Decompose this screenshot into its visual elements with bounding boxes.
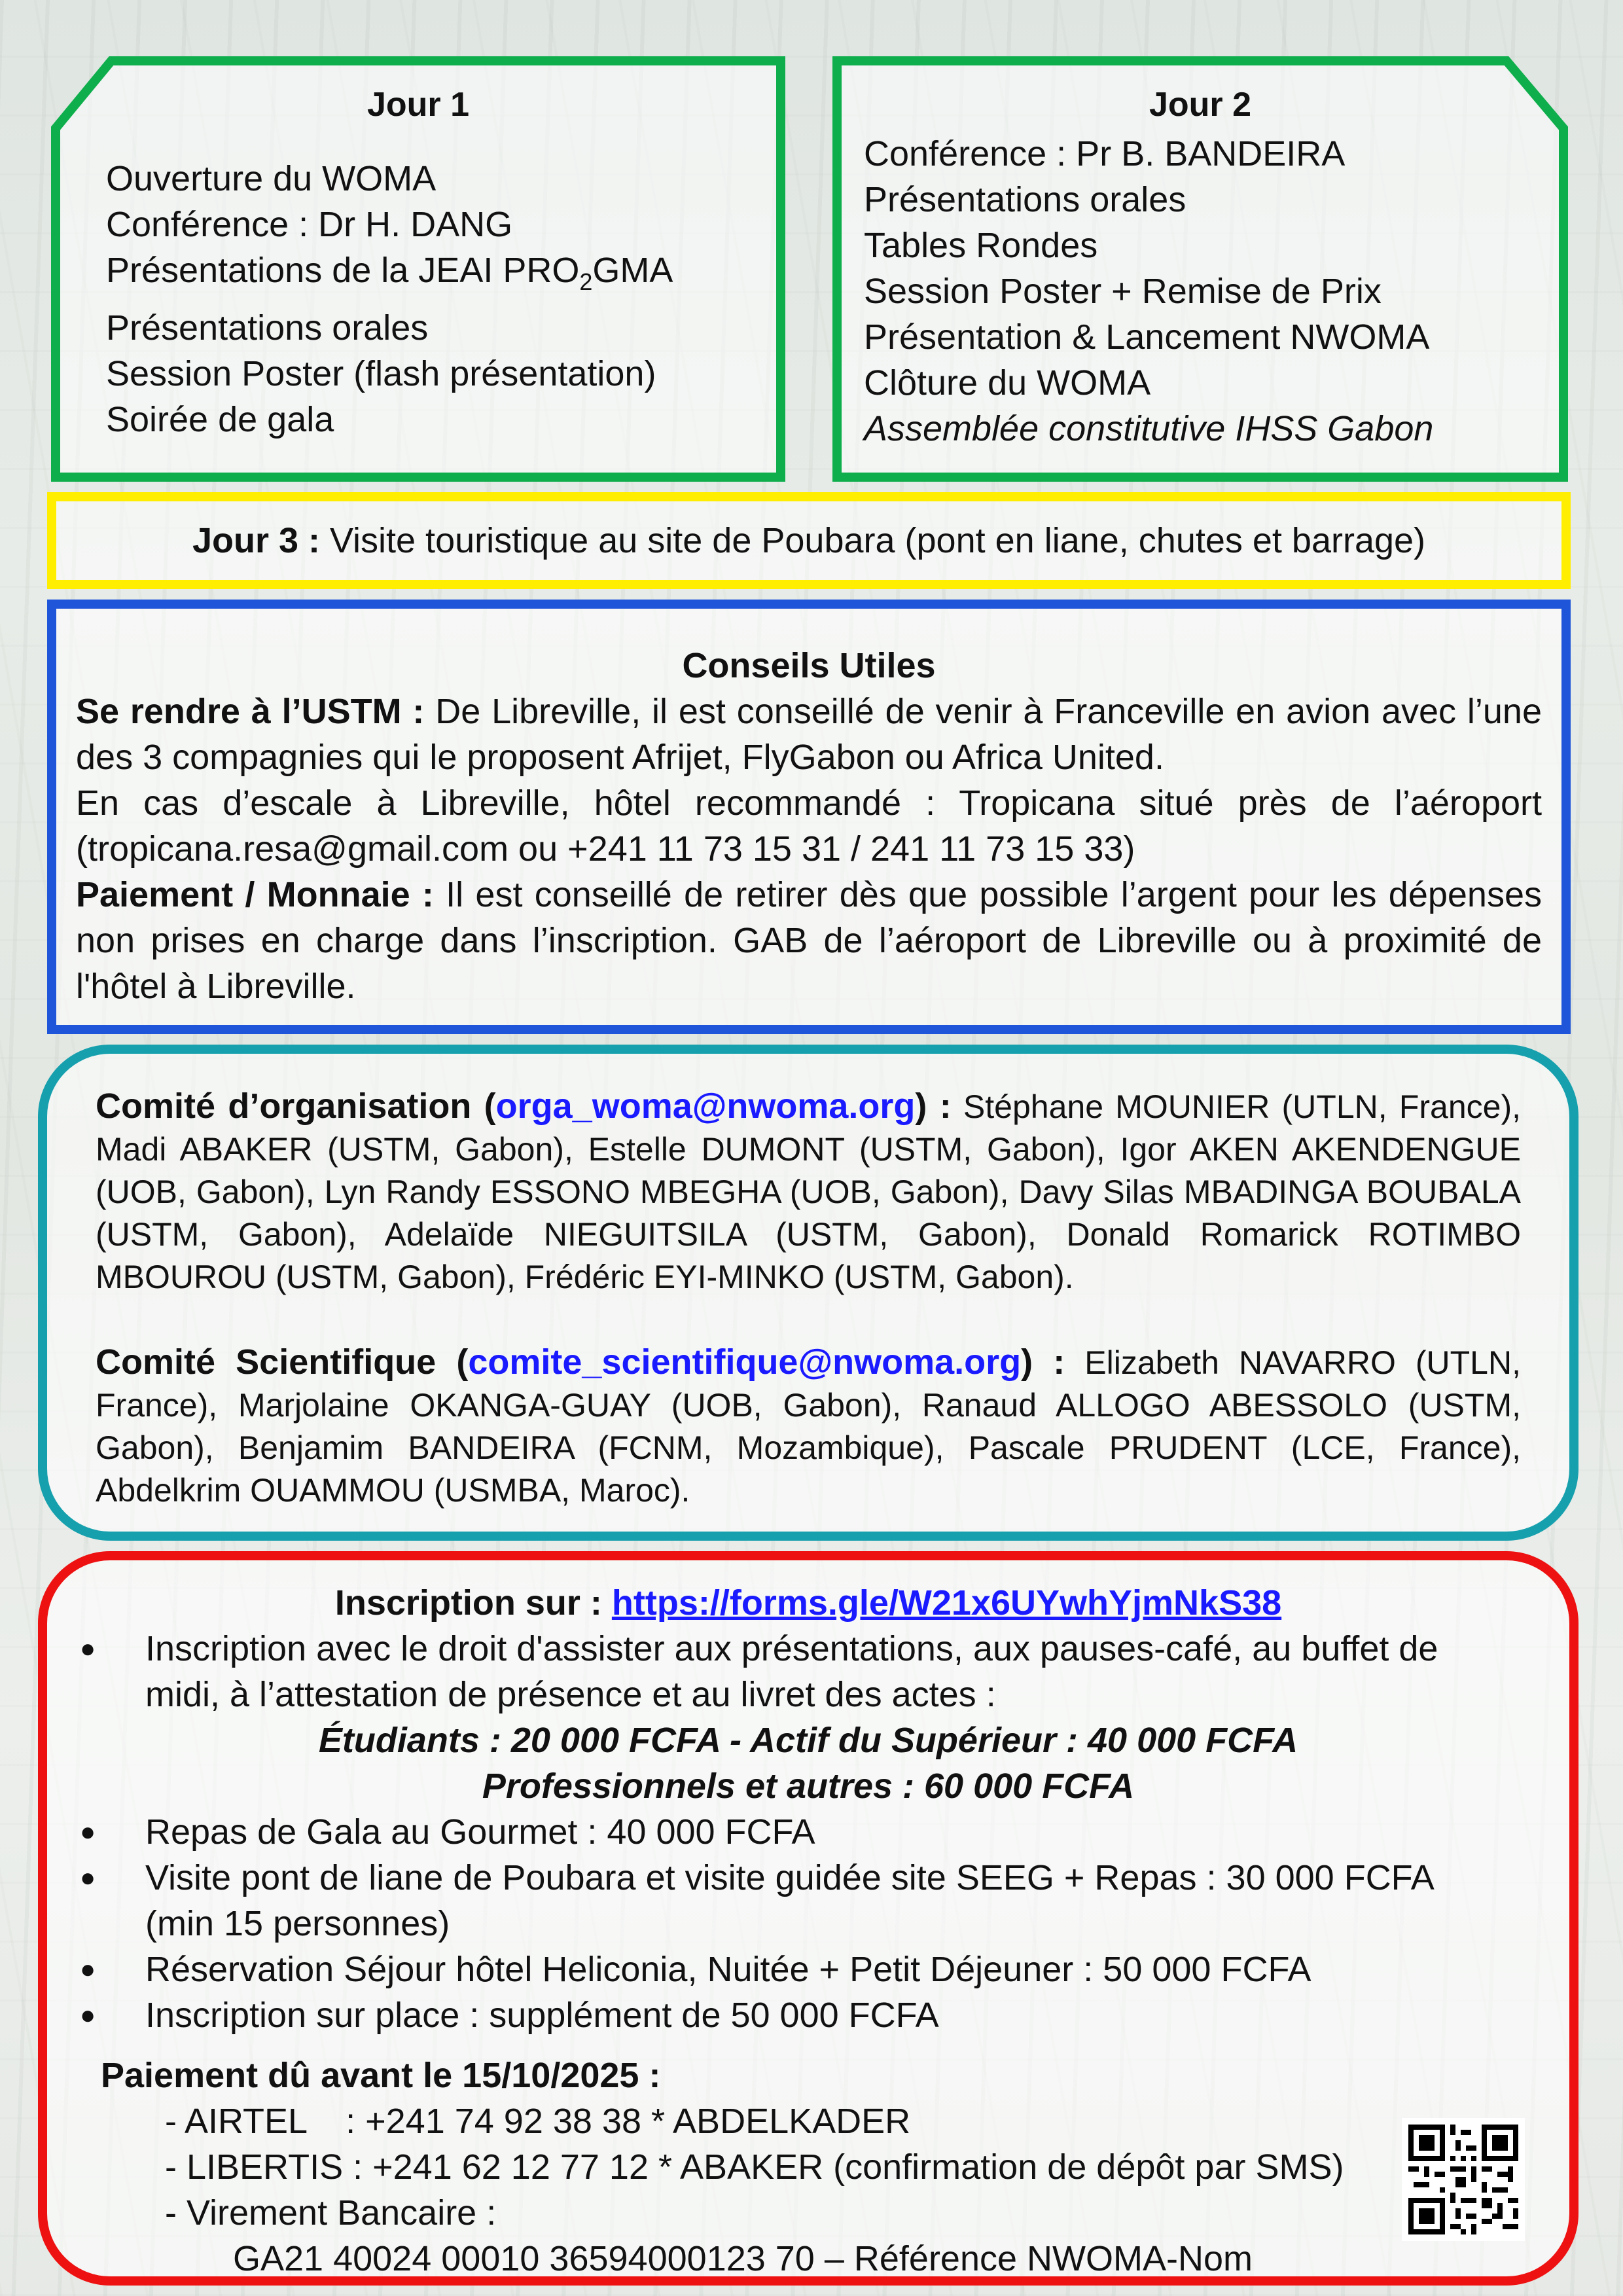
prices-line: Professionnels et autres : 60 000 FCFA [482, 1767, 1135, 1806]
conseils-text: De Libreville, il est conseillé de venir à Franceville en avion avec l’une des 3 compagnies qui le proposent Afrijet, FlyGabon ou Africa United. [76, 692, 1542, 777]
payment-virement: - Virement Bancaire : [165, 2193, 497, 2233]
inscription-list [47, 1809, 1569, 2038]
comite-members: Elizabeth NAVARRO (UTLN, France), Marjolaine OKANGA-GUAY (UOB, Gabon), Ranaud ALLOGO ABESSOLO (USTM, Gabon), Benjamim BANDEIRA (FCNM, Mozambique), Pascale PRUDENT (LCE, France), Abdelkrim OUAMMOU (USMBA, Maroc). [96, 1344, 1521, 1509]
org-email-link[interactable]: orga_woma@nwoma.org [495, 1086, 916, 1126]
jeai-sub: 2 [579, 268, 593, 295]
conseils-title: Conseils Utiles [682, 646, 936, 685]
inscription-label: Inscription sur : [334, 1583, 612, 1623]
day1-panel [51, 56, 785, 482]
inscription-list [47, 1626, 1569, 1717]
list-item: ● Repas de Gala au Gourmet : 40 000 FCFA [145, 1809, 1569, 1855]
inscription-title [47, 1580, 1569, 1626]
conseils-para: En cas d’escale à Libreville, hôtel recommandé : Tropicana situé près de l’aéroport (tropicana.resa@gmail.com ou +241 11 73 15 31 / 241 11 73 15 33) [76, 783, 1542, 869]
conseils-label: Se rendre à l’USTM : [76, 692, 425, 731]
day2-item: Conférence : Pr B. BANDEIRA [864, 134, 1346, 173]
day2-item-italic: Assemblée constitutive IHSS Gabon [864, 409, 1434, 448]
jeai-suffix: GMA [592, 251, 673, 290]
day3-banner [47, 492, 1571, 589]
comite-organisation [96, 1085, 1521, 1299]
prices-line: Étudiants : 20 000 FCFA - Actif du Supérieur : 40 000 FCFA [318, 1721, 1298, 1760]
day1-item: Présentations orales [106, 308, 429, 348]
comite-label: ) : [915, 1086, 952, 1126]
comite-label: ) : [1021, 1342, 1065, 1382]
conseils-para [76, 689, 1542, 780]
sci-email-link[interactable]: comite_scientifique@nwoma.org [468, 1342, 1022, 1382]
conseils-panel [47, 600, 1571, 1034]
qr-code-graphic [1408, 2125, 1518, 2234]
inscription-link[interactable]: https://forms.gle/W21x6UYwhYjmNkS38 [611, 1583, 1282, 1623]
list-item: ● Réservation Séjour hôtel Heliconia, Nuitée + Petit Déjeuner : 50 000 FCFA [145, 1946, 1569, 1992]
conseils-para [76, 872, 1542, 1009]
day3-text: Visite touristique au site de Poubara (pont en liane, chutes et barrage) [319, 521, 1426, 560]
jeai-prefix: Présentations de la JEAI PRO [106, 251, 580, 290]
comite-label: Comité Scientifique ( [96, 1342, 469, 1382]
conseils-label: Paiement / Monnaie : [76, 875, 434, 914]
day3-label: Jour 3 : [192, 521, 320, 560]
day1-item: Soirée de gala [106, 399, 334, 439]
day2-panel [832, 56, 1568, 482]
day1-title: Jour 1 [366, 86, 470, 124]
list-item: ● Visite pont de liane de Poubara et visite guidée site SEEG + Repas : 30 000 FCFA (min 15 personnes) [145, 1855, 1569, 1946]
qr-code[interactable] [1402, 2118, 1525, 2241]
payment-title: Paiement dû avant le 15/10/2025 : [101, 2056, 661, 2095]
day2-item: Session Poster + Remise de Prix [864, 272, 1382, 311]
payment-airtel: - AIRTEL : +241 74 92 38 38 * ABDELKADER [165, 2102, 911, 2141]
day2-item: Clôture du WOMA [864, 363, 1151, 403]
list-item: ● Inscription avec le droit d'assister aux présentations, aux pauses-café, au buffet de midi, à l’attestation de présence et au livret des actes : [145, 1626, 1569, 1717]
day1-item: Conférence : Dr H. DANG [106, 205, 513, 244]
day1-item [106, 247, 785, 305]
conseils-text: Il est conseillé de retirer dès que possible l’argent pour les dépenses non prises en charge dans l’inscription. GAB de l’aéroport de Libreville ou à proximité de l'hôtel à Libreville. [76, 875, 1542, 1006]
day2-item: Tables Rondes [864, 226, 1098, 265]
comite-scientifique [96, 1341, 1521, 1512]
list-item: ● Inscription sur place : supplément de 50 000 FCFA [145, 1992, 1569, 2038]
comites-panel [38, 1045, 1578, 1541]
day2-item: Présentations orales [864, 180, 1186, 219]
day2-title: Jour 2 [1149, 86, 1252, 124]
day1-item: Ouverture du WOMA [106, 159, 437, 198]
payment-libertis: - LIBERTIS : +241 62 12 77 12 * ABAKER (confirmation de dépôt par SMS) [165, 2147, 1344, 2187]
payment-iban: GA21 40024 00010 36594000123 70 – Référence NWOMA-Nom [233, 2239, 1253, 2278]
inscription-panel [38, 1551, 1578, 2286]
comite-label: Comité d’organisation ( [96, 1086, 496, 1126]
day1-item: Session Poster (flash présentation) [106, 353, 656, 393]
comite-members: Stéphane MOUNIER (UTLN, France), Madi ABAKER (USTM, Gabon), Estelle DUMONT (USTM, Gabon), Igor AKEN AKENDENGUE (UOB, Gabon), Lyn Randy ESSONO MBEGHA (UOB, Gabon), Davy Silas MBADINGA BOUBALA (USTM, Gabon), Adelaïde NIEGUITSILA (USTM, Gabon), Donald Romarick ROTIMBO MBOUROU (USTM, Gabon), Frédéric EYI-MINKO (USTM, Gabon). [96, 1088, 1521, 1295]
day2-item: Présentation & Lancement NWOMA [864, 317, 1430, 357]
